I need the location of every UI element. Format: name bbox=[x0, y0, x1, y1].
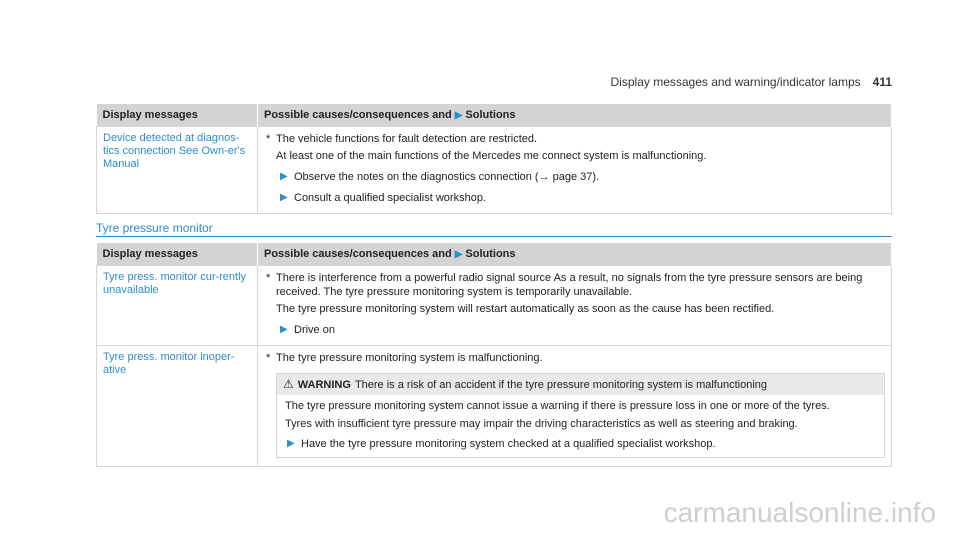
warning-label: WARNING bbox=[297, 379, 351, 391]
col-header-messages: Display messages bbox=[97, 243, 258, 266]
solution-step: ▶ Have the tyre pressure monitoring system checked at a qualified specialist workshop. bbox=[287, 438, 716, 450]
arrow-icon: ▶ bbox=[454, 110, 463, 121]
col-header-causes: Possible causes/consequences and ▶ Solutions bbox=[258, 104, 892, 127]
step-arrow-icon: ▶ bbox=[280, 324, 288, 335]
table-header-row bbox=[97, 243, 892, 266]
col-header-messages: Display messages bbox=[97, 104, 258, 127]
diagnostics-table bbox=[96, 104, 892, 214]
warning-body bbox=[277, 395, 884, 457]
detail-text: At least one of the main functions of the Mercedes me connect system is malfunctioning. bbox=[276, 150, 707, 162]
warning-box bbox=[276, 373, 885, 458]
table-row bbox=[97, 127, 892, 214]
causes-cell: * The tyre pressure monitoring system is malfunctioning. ⚠ WARNING There is a risk of an accident if the tyre pressure monitoring system is malfunctioning The tyre pressure monitoring system cannot issue a warning if there is pressure loss in one or more of the tyres. Tyres with insufficient tyre pressure may impair the driving characteristics as well as steering and braking. ▶ Have the tyre pressure monitoring system checked at a qualified specialist workshop. bbox=[258, 346, 892, 467]
cause-text: There is interference from a powerful radio signal source As a result, no signals from the tyre pressure sensors are being received. The tyre pressure monitoring system is temporarily unavailable. bbox=[276, 272, 863, 298]
solution-step: ▶ Consult a qualified specialist workshop. bbox=[280, 192, 486, 204]
table-header-row bbox=[97, 104, 892, 127]
display-message: Tyre press. monitor cur-rently unavailable bbox=[97, 266, 258, 346]
page-number: 411 bbox=[872, 75, 892, 89]
warning-paragraph: Tyres with insufficient tyre pressure may impair the driving characteristics as well as steering and braking. bbox=[285, 418, 798, 430]
watermark: carmanualsonline.info bbox=[663, 497, 936, 528]
causes-cell: * There is interference from a powerful radio signal source As a result, no signals from the tyre pressure sensors are being received. The tyre pressure monitoring system is temporarily unavailable. The tyre pressure monitoring system will restart automatically as soon as the cause has been rectified. ▶ Drive on bbox=[258, 266, 892, 346]
col-header-causes: Possible causes/consequences and ▶ Solutions bbox=[258, 243, 892, 266]
cause-text: The tyre pressure monitoring system is malfunctioning. bbox=[276, 352, 543, 364]
arrow-icon: ▶ bbox=[454, 249, 463, 260]
header-title: Display messages and warning/indicator lamps bbox=[610, 75, 861, 89]
display-message: Tyre press. monitor inoper-ative bbox=[97, 346, 258, 467]
warning-header bbox=[277, 374, 884, 395]
step-arrow-icon: ▶ bbox=[280, 171, 288, 182]
solution-step: ▶ Drive on bbox=[280, 324, 335, 336]
warning-triangle-icon: ⚠ bbox=[283, 377, 294, 391]
solution-step: ▶ Observe the notes on the diagnostics connection (→ page 37). bbox=[280, 171, 600, 183]
display-message: Device detected at diagnos-tics connection See Own-er's Manual bbox=[97, 127, 258, 214]
warning-text: There is a risk of an accident if the tyre pressure monitoring system is malfunctioning bbox=[354, 379, 768, 391]
step-arrow-icon: ▶ bbox=[287, 438, 295, 449]
step-arrow-icon: ▶ bbox=[280, 192, 288, 203]
cause-text: The vehicle functions for fault detection are restricted. bbox=[276, 133, 538, 145]
tyre-pressure-table bbox=[96, 243, 892, 467]
section-title: Tyre pressure monitor bbox=[96, 221, 892, 237]
table-row bbox=[97, 266, 892, 346]
warning-paragraph: The tyre pressure monitoring system cannot issue a warning if there is pressure loss in one or more of the tyres. bbox=[285, 400, 830, 412]
detail-text: The tyre pressure monitoring system will restart automatically as soon as the cause has been rectified. bbox=[276, 303, 775, 315]
page-header bbox=[611, 75, 892, 89]
table-row bbox=[97, 346, 892, 467]
causes-cell: * The vehicle functions for fault detection are restricted. At least one of the main functions of the Mercedes me connect system is malfunctioning. ▶ Observe the notes on the diagnostics connection (→ page 37). ▶ Consult a qualified specialist workshop. bbox=[258, 127, 892, 214]
